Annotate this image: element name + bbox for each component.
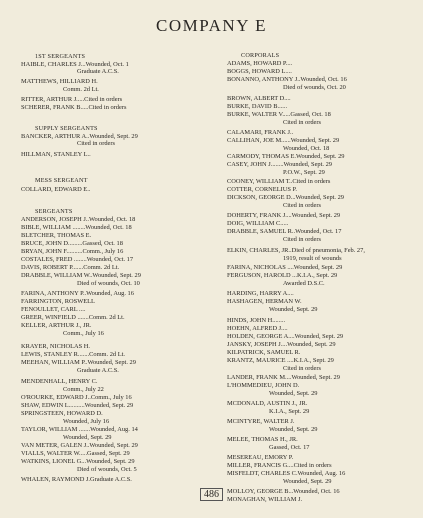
roster-entry: COLLARD, EDWARD E.. bbox=[21, 186, 91, 193]
roster-entry: 1919, result of wounds bbox=[283, 255, 342, 262]
roster-entry: O'ROURKE, EDWARD J..Comm., July 16 bbox=[21, 394, 132, 401]
roster-entry: BONANNO, ANTHONY J..Wounded, Oct. 16 bbox=[227, 76, 347, 83]
roster-entry: Awarded D.S.C. bbox=[283, 280, 325, 287]
roster-entry: LEWIS, STANLEY R.......Comm. 2d Lt. bbox=[21, 351, 125, 358]
roster-entry: KELLER, ARTHUR J., JR. bbox=[21, 322, 92, 329]
roster-entry: GREER, WINFIELD .......Comm. 2d Lt. bbox=[21, 314, 125, 321]
roster-entry: SPRINGSTEEN, HOWARD D. bbox=[21, 410, 103, 417]
roster-entry: CALAMARI, FRANK J.. bbox=[227, 129, 294, 136]
roster-entry: BROWN, ALBERT D.... bbox=[227, 95, 291, 102]
roster-entry: DAVIS, ROBERT P.......Comm. 2d Lt. bbox=[21, 264, 120, 271]
roster-entry: BURKE, WALTER V.....Gassed, Oct. 18 bbox=[227, 111, 331, 118]
roster-entry: HASHAGEN, HERMAN W. bbox=[227, 298, 302, 305]
roster-entry: HINDS, JOHN H........ bbox=[227, 317, 286, 324]
roster-entry: HILLMAN, STANLEY L.. bbox=[21, 151, 91, 158]
page-number bbox=[0, 489, 423, 500]
roster-entry: RITTER, ARTHUR J.....Cited in orders bbox=[21, 96, 123, 103]
roster-entry: K.I.A., Sept. 29 bbox=[269, 408, 310, 415]
roster-entry: Graduate A.C.S. bbox=[77, 367, 119, 374]
roster-entry: FARINA, NICHOLAS ....Wounded, Sept. 29 bbox=[227, 264, 343, 271]
roster-entry: HOEHN, ALFRED J.... bbox=[227, 325, 288, 332]
roster-entry: Wounded, July 16 bbox=[63, 418, 110, 425]
page-number-label: 486 bbox=[200, 488, 223, 501]
section-heading: CORPORALS bbox=[241, 52, 280, 59]
roster-entry: P.O.W., Sept. 29 bbox=[283, 169, 325, 176]
section-heading: 1ST SERGEANTS bbox=[35, 53, 86, 60]
roster-entry: BOGGS, HOWARD L.... bbox=[227, 68, 292, 75]
roster-entry: CALLIHAN, JOE M......Wounded, Sept. 29 bbox=[227, 137, 340, 144]
roster-entry: Wounded, Sept. 29 bbox=[63, 434, 112, 441]
roster-entry: BANCKER, ARTHUR A..Wounded, Sept. 29 bbox=[21, 133, 138, 140]
roster-entry: ELKIN, CHARLES, JR..Died of pneumonia, Feb. 27, bbox=[227, 247, 365, 254]
roster-entry: BLETCHER, THOMAS E. bbox=[21, 232, 92, 239]
roster-entry: Wounded, Sept. 29 bbox=[283, 478, 332, 485]
roster-entry: BRUCE, JOHN D.........Gassed, Oct. 18 bbox=[21, 240, 123, 247]
roster-entry: DOHERTY, FRANK J....Wounded, Sept. 29 bbox=[227, 212, 341, 219]
roster-entry: MELEE, THOMAS H., JR. bbox=[227, 436, 298, 443]
roster-entry: HARDING, HARRY A.... bbox=[227, 290, 294, 297]
roster-entry: JANSKY, JOSEPH J....Wounded, Sept. 29 bbox=[227, 341, 336, 348]
roster-entry: Cited in orders bbox=[283, 119, 321, 126]
roster-entry: Cited in orders bbox=[283, 202, 321, 209]
roster-entry: Cited in orders bbox=[77, 140, 115, 147]
roster-entry: MISFELDT, CHARLES C.Wounded, Aug. 16 bbox=[227, 470, 346, 477]
roster-entry: Died of wounds, Oct. 20 bbox=[283, 84, 346, 91]
roster-entry: Comm., July 16 bbox=[63, 330, 104, 337]
roster-entry: Wounded, Sept. 29 bbox=[269, 306, 318, 313]
roster-entry: Graduate A.C.S. bbox=[77, 68, 119, 75]
roster-entry: DOIG, WILLIAM C..... bbox=[227, 220, 289, 227]
roster-entry: Cited in orders bbox=[283, 236, 321, 243]
roster-entry: VIALLS, WALTER W.....Gassed, Sept. 29 bbox=[21, 450, 130, 457]
section-heading: SUPPLY SERGEANTS bbox=[35, 125, 98, 132]
roster-entry: ANDERSON, JOSEPH J..Wounded, Oct. 18 bbox=[21, 216, 136, 223]
roster-entry: MILLER, FRANCIS G....Cited in orders bbox=[227, 462, 332, 469]
roster-entry: Comm., July 22 bbox=[63, 386, 104, 393]
roster-entry: Comm. 2d Lt. bbox=[63, 86, 99, 93]
roster-entry: FARRINGTON, ROSWELL bbox=[21, 298, 95, 305]
roster-entry: COSTALES, FRED ........Wounded, Oct. 17 bbox=[21, 256, 134, 263]
roster-entry: Wounded, Sept. 29 bbox=[269, 426, 318, 433]
roster-entry: DICKSON, GEORGE D...Wounded, Sept. 29 bbox=[227, 194, 344, 201]
roster-entry: Wounded, Oct. 18 bbox=[283, 145, 330, 152]
roster-entry: MESEREAU, EMORY P. bbox=[227, 454, 294, 461]
roster-entry: Died of wounds, Oct. 10 bbox=[77, 280, 140, 287]
roster-entry: TAYLOR, WILLIAM .......Wounded, Aug. 14 bbox=[21, 426, 138, 433]
page-title: COMPANY E bbox=[156, 16, 267, 35]
roster-entry: MCDONALD, AUSTIN J., JR. bbox=[227, 400, 308, 407]
roster-entry: MENDENHALL, HENRY C. bbox=[21, 378, 98, 385]
roster-entry: CASEY, JOHN J........Wounded, Sept. 29 bbox=[227, 161, 332, 168]
roster-entry: FARINA, ANTHONY P..Wounded, Aug. 16 bbox=[21, 290, 134, 297]
roster-entry: Died of wounds, Oct. 5 bbox=[77, 466, 137, 473]
roster-entry: DRABBLE, SAMUEL R..Wounded, Oct. 17 bbox=[227, 228, 342, 235]
roster-entry: HAIBLE, CHARLES J...Wounded, Oct. 1 bbox=[21, 61, 129, 68]
roster-entry: DRABBLE, WILLIAM W..Wounded, Sept. 29 bbox=[21, 272, 141, 279]
roster-entry: KRAYER, NICHOLAS H. bbox=[21, 343, 91, 350]
section-heading: MESS SERGEANT bbox=[35, 177, 88, 184]
roster-entry: KILPATRICK, SAMUEL R. bbox=[227, 349, 301, 356]
roster-entry: COONEY, WILLIAM T..Cited in orders bbox=[227, 178, 331, 185]
roster-entry: CARMODY, THOMAS E.Wounded, Sept. 29 bbox=[227, 153, 345, 160]
roster-entry: Cited in orders bbox=[283, 365, 321, 372]
roster-entry: BURKE, DAVID B...... bbox=[227, 103, 288, 110]
roster-entry: FERGUSON, HAROLD ...K.I.A., Sept. 29 bbox=[227, 272, 338, 279]
roster-entry: MCINTYRE, WALTER J. bbox=[227, 418, 295, 425]
roster-entry: MOLLOY, GEORGE B...Wounded, Oct. 16 bbox=[227, 488, 340, 495]
roster-entry: KRANTZ, MAURICE ....K.I.A., Sept. 29 bbox=[227, 357, 334, 364]
roster-entry: BRYAN, JOHN F..........Comm., July 16 bbox=[21, 248, 124, 255]
roster-entry: MATTHEWS, HILLIARD H. bbox=[21, 78, 98, 85]
roster-entry: SCHERER, FRANK B.....Cited in orders bbox=[21, 104, 127, 111]
roster-entry: MONAGHAN, WILLIAM J. bbox=[227, 496, 303, 503]
roster-entry: VAN METER, GALEN J..Wounded, Sept. 29 bbox=[21, 442, 138, 449]
section-heading: SERGEANTS bbox=[35, 208, 73, 215]
roster-entry: SHAW, EDWIN L..........Wounded, Sept. 29 bbox=[21, 402, 134, 409]
roster-entry: MEEHAN, WILLIAM P..Wounded, Sept. 29 bbox=[21, 359, 136, 366]
roster-entry: HOLDEN, GEORGE A....Wounded, Sept. 29 bbox=[227, 333, 344, 340]
roster-entry: ADAMS, HOWARD P.... bbox=[227, 60, 293, 67]
roster-entry: WATKINS, LIONEL G...Wounded, Sept. 29 bbox=[21, 458, 135, 465]
roster-entry: L'HOMMEDIEU, JOHN D. bbox=[227, 382, 300, 389]
roster-entry: WHALEN, RAYMOND J.Graduate A.C.S. bbox=[21, 476, 132, 483]
roster-entry: FENOULLET, CARL .... bbox=[21, 306, 86, 313]
roster-entry: COTTER, CORNELIUS P. bbox=[227, 186, 297, 193]
roster-entry: Wounded, Sept. 29 bbox=[269, 390, 318, 397]
roster-entry: BIBLE, WILLIAM ........Wounded, Oct. 18 bbox=[21, 224, 132, 231]
roster-entry: Gassed, Oct. 17 bbox=[269, 444, 310, 451]
roster-entry: LANDER, FRANK M....Wounded, Sept. 29 bbox=[227, 374, 340, 381]
